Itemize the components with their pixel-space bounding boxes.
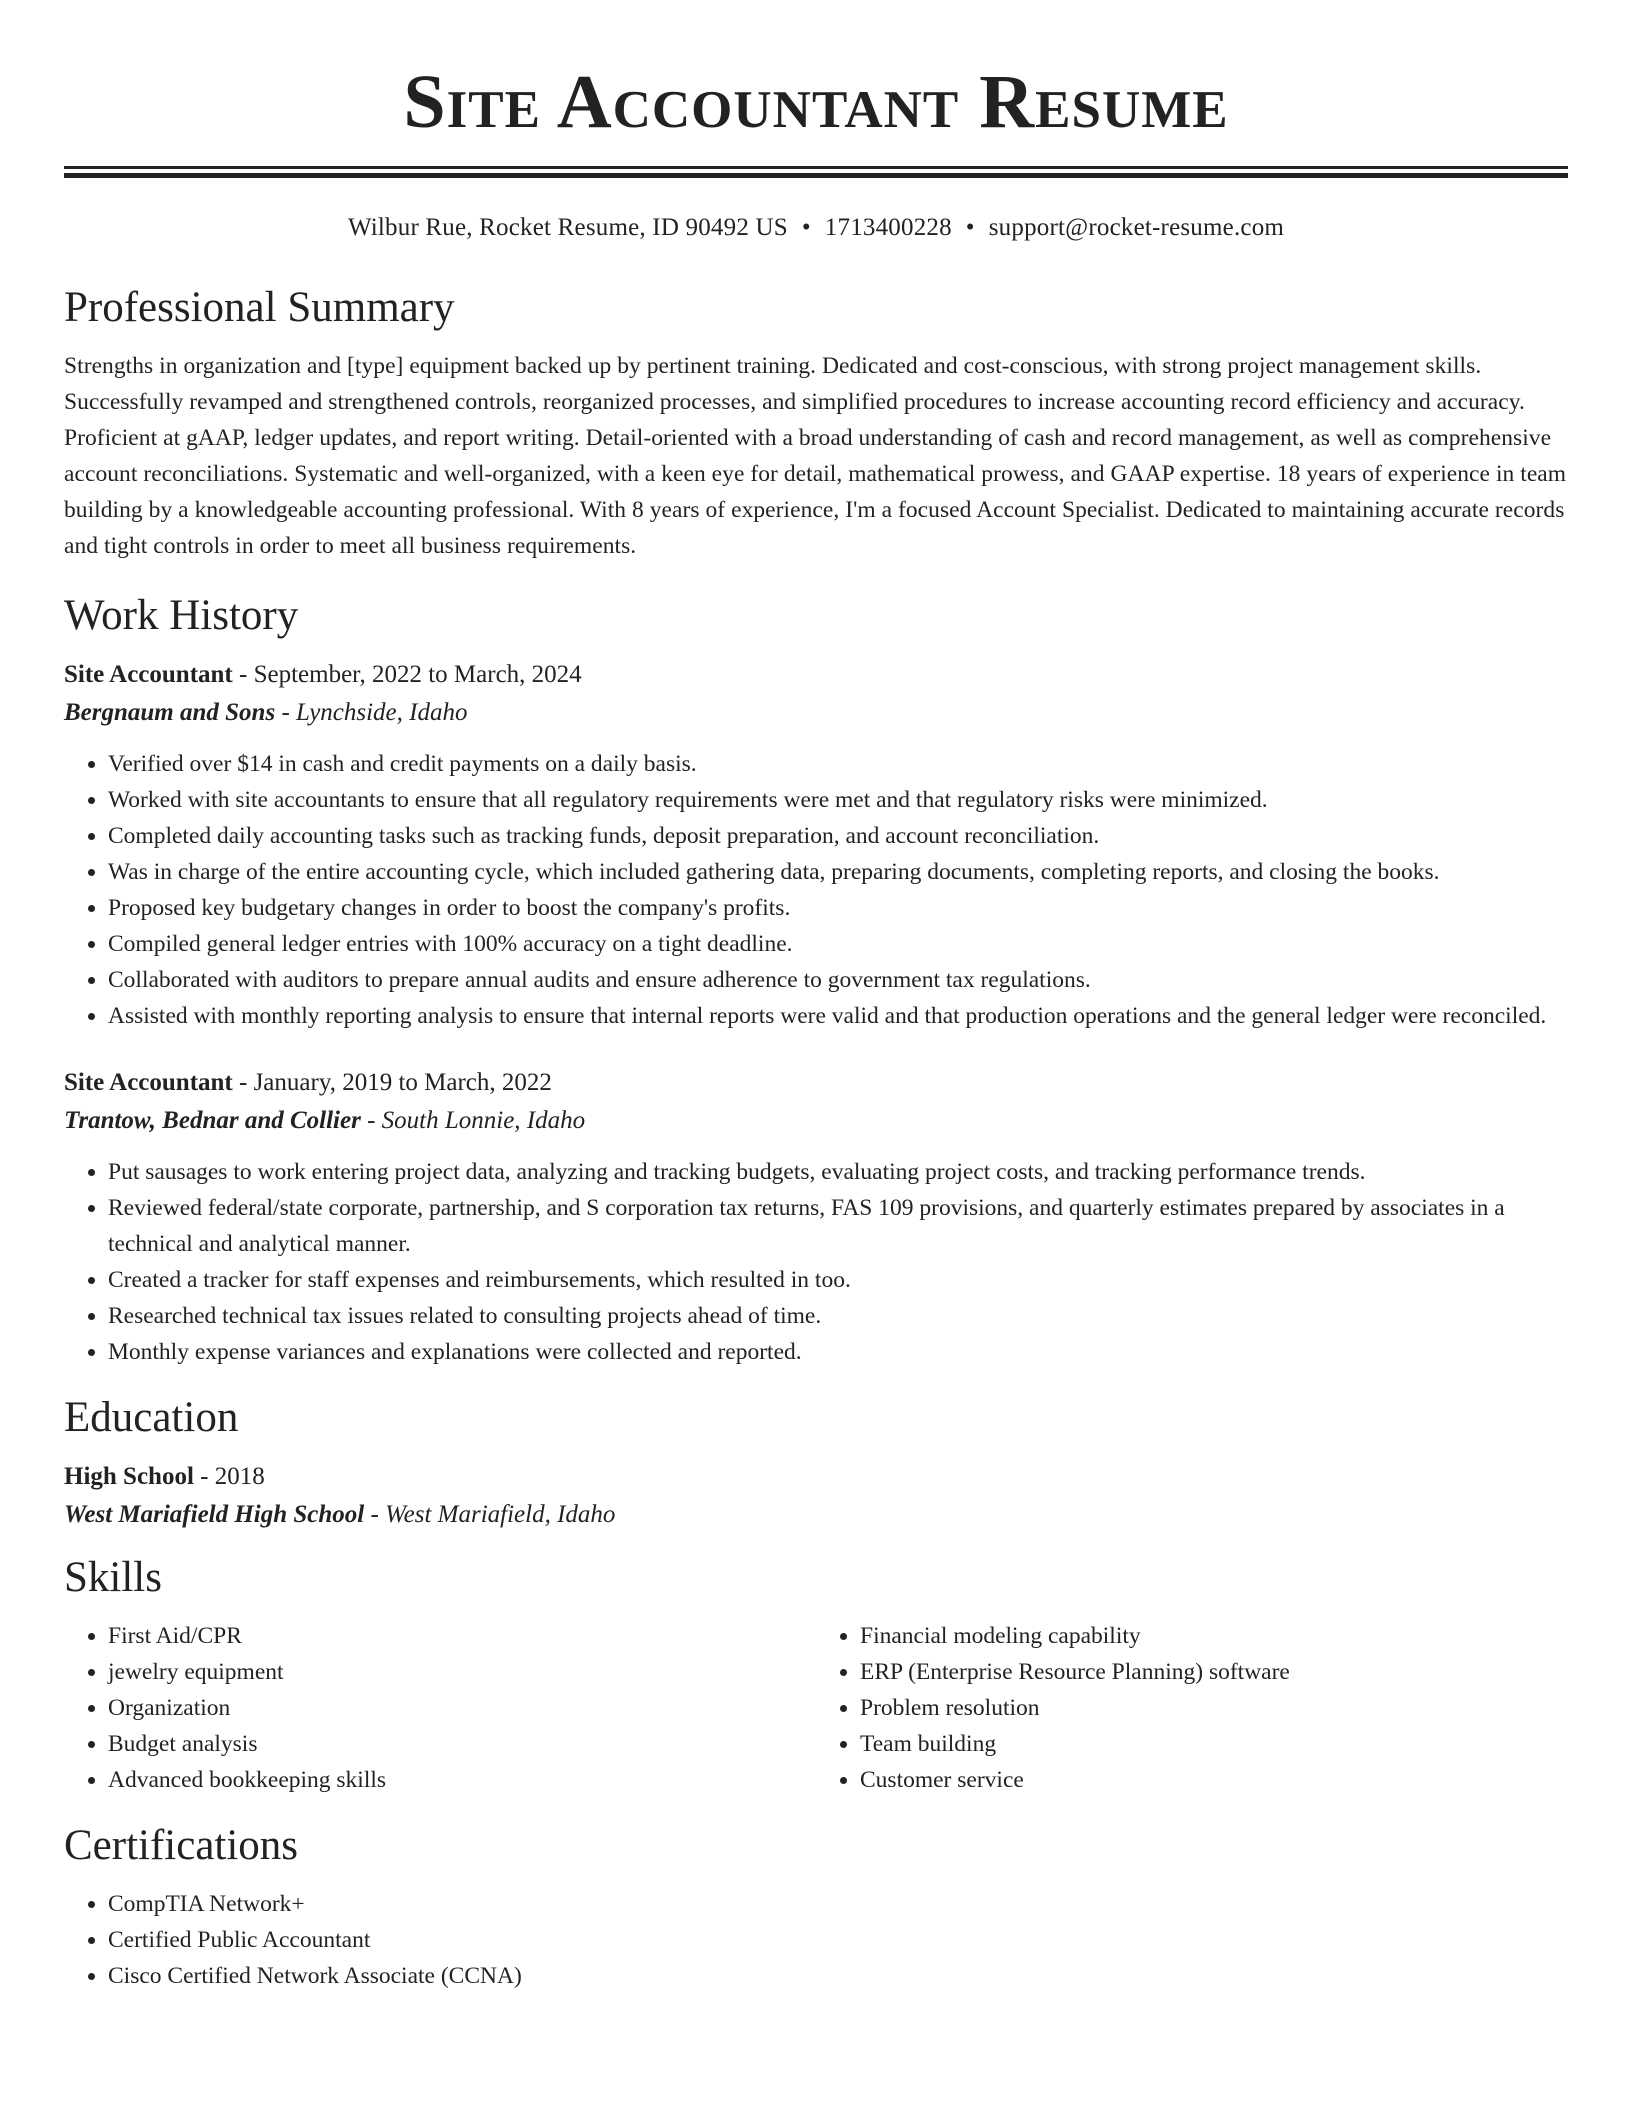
company-location: - Lynchside, Idaho (275, 699, 468, 726)
job-entry (64, 1064, 1568, 1370)
list-item: • Collaborated with auditors to prepare annual audits and ensure adherence to government tax regulations. (108, 962, 1568, 998)
skill-item: • ERP (Enterprise Resource Planning) software (860, 1654, 1568, 1690)
resume-title: Site Accountant Resume (403, 60, 1229, 144)
certifications-heading: Certifications (64, 1822, 299, 1869)
company-location: - South Lonnie, Idaho (360, 1107, 586, 1134)
education-heading: Education (64, 1394, 239, 1441)
contact-separator: • (965, 214, 975, 241)
list-item: • Created a tracker for staff expenses and reimbursements, which resulted in too. (108, 1262, 1568, 1298)
list-item: • Researched technical tax issues related to consulting projects ahead of time. (108, 1298, 1568, 1334)
skill-item: • Advanced bookkeeping skills (108, 1762, 816, 1798)
certifications-list (64, 1886, 1568, 1994)
skills-column-left (64, 1618, 816, 1798)
certification-item: • CompTIA Network+ (108, 1886, 1568, 1922)
skills-heading: Skills (64, 1554, 162, 1601)
list-item: • Completed daily accounting tasks such as tracking funds, deposit preparation, and account reconciliation. (108, 818, 1568, 854)
skill-item: • Budget analysis (108, 1726, 816, 1762)
skills-grid (64, 1618, 1568, 1798)
school-name: West Mariafield High School (64, 1501, 365, 1528)
contact-separator: • (801, 214, 811, 241)
list-item: • Was in charge of the entire accounting cycle, which included gathering data, preparing documents, completing reports, and closing the books. (108, 854, 1568, 890)
skill-item: • First Aid/CPR (108, 1618, 816, 1654)
contact-address: Wilbur Rue, Rocket Resume, ID 90492 US (347, 214, 788, 241)
job-employer (64, 694, 1568, 732)
job-header (64, 656, 1568, 694)
skill-item: • Problem resolution (860, 1690, 1568, 1726)
degree-name: High School (64, 1463, 194, 1490)
education-school-line (64, 1496, 1568, 1534)
list-item: • Assisted with monthly reporting analysis to ensure that internal reports were valid and that production operations and the general ledger were reconciled. (108, 998, 1568, 1034)
contact-email: support@rocket-resume.com (988, 214, 1285, 241)
title-divider-bottom (64, 173, 1568, 178)
contact-phone: 1713400228 (824, 214, 952, 241)
job-bullets (64, 746, 1568, 1034)
graduation-year: - 2018 (193, 1463, 265, 1490)
education-degree-line (64, 1458, 1568, 1496)
skill-item: • Customer service (860, 1762, 1568, 1798)
skill-item: • jewelry equipment (108, 1654, 816, 1690)
job-title: Site Accountant (64, 1069, 233, 1096)
job-header (64, 1064, 1568, 1102)
job-bullets (64, 1154, 1568, 1370)
company-name: Bergnaum and Sons (64, 699, 276, 726)
job-dates: - September, 2022 to March, 2024 (232, 661, 582, 688)
work-history-heading: Work History (64, 592, 299, 639)
list-item: • Compiled general ledger entries with 100% accuracy on a tight deadline. (108, 926, 1568, 962)
list-item: • Verified over $14 in cash and credit payments on a daily basis. (108, 746, 1568, 782)
school-location: - West Mariafield, Idaho (364, 1501, 616, 1528)
summary-heading: Professional Summary (64, 284, 455, 331)
skill-item: • Financial modeling capability (860, 1618, 1568, 1654)
skill-item: • Team building (860, 1726, 1568, 1762)
list-item: • Put sausages to work entering project data, analyzing and tracking budgets, evaluating project costs, and tracking performance trends. (108, 1154, 1568, 1190)
company-name: Trantow, Bednar and Collier (64, 1107, 361, 1134)
job-entry (64, 656, 1568, 1034)
skill-item: • Organization (108, 1690, 816, 1726)
summary-text: Strengths in organization and [type] equipment backed up by pertinent training. Dedicated and cost-conscious, with strong project management skills. Successfully revamped and strengthened controls, reorganized processes, and simplified procedures to increase accounting record efficiency and accuracy. Proficient at gAAP, ledger updates, and report writing. Detail-oriented with a broad understanding of cash and record management, as well as comprehensive account reconciliations. Systematic and well-organized, with a keen eye for detail, mathematical prowess, and GAAP expertise. 18 years of experience in team building by a knowledgeable accounting professional. With 8 years of experience, I'm a focused Account Specialist. Dedicated to maintaining accurate records and tight controls in order to meet all business requirements. (64, 353, 1567, 559)
certification-item: • Cisco Certified Network Associate (CCNA) (108, 1958, 1568, 1994)
list-item: • Worked with site accountants to ensure that all regulatory requirements were met and that regulatory risks were minimized. (108, 782, 1568, 818)
job-dates: - January, 2019 to March, 2022 (232, 1069, 552, 1096)
certification-item: • Certified Public Accountant (108, 1922, 1568, 1958)
job-employer (64, 1102, 1568, 1140)
contact-line (64, 212, 1568, 244)
job-title: Site Accountant (64, 661, 233, 688)
skills-column-right (816, 1618, 1568, 1798)
list-item: • Reviewed federal/state corporate, partnership, and S corporation tax returns, FAS 109 provisions, and quarterly estimates prepared by associates in a technical and analytical manner. (108, 1190, 1568, 1262)
list-item: • Proposed key budgetary changes in order to boost the company's profits. (108, 890, 1568, 926)
list-item: • Monthly expense variances and explanations were collected and reported. (108, 1334, 1568, 1370)
title-divider-top (64, 166, 1568, 169)
